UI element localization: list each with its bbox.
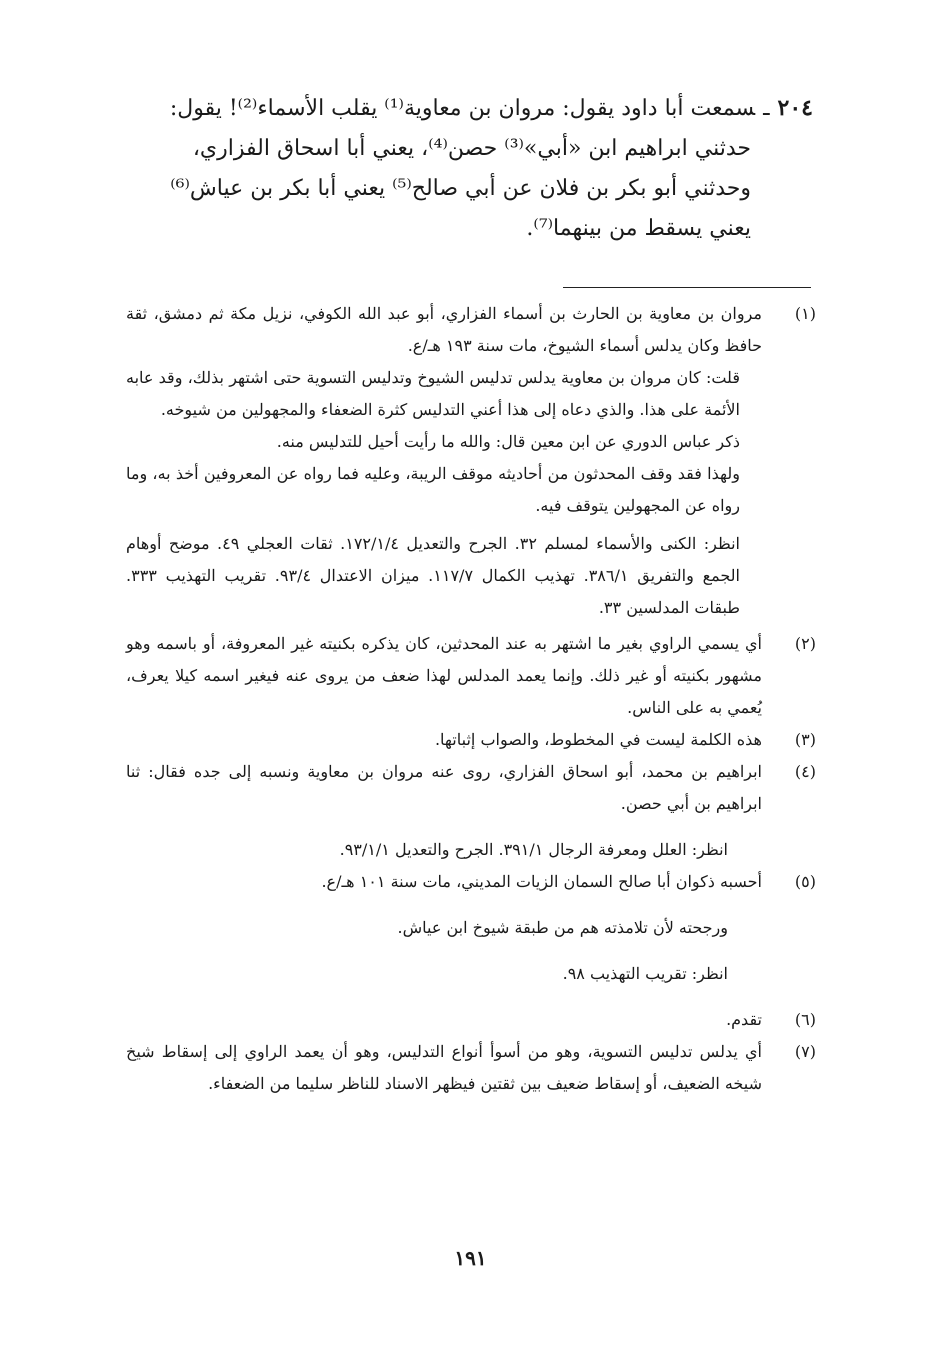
- main-line-4: يعني يسقط من بينهما⁽⁷⁾.: [526, 216, 751, 241]
- footnote-number: (٧): [794, 1042, 816, 1061]
- footnote-5: [126, 866, 816, 990]
- footnote-7: [126, 1036, 816, 1100]
- footnote-paragraph: انظر: العلل ومعرفة الرجال ٣٩١/١. الجرح والتعديل ٩٣/١/١.: [339, 840, 728, 859]
- footnote-paragraph: قلت: كان مروان بن معاوية يدلس تدليس الشيوخ وتدليس التسوية حتى اشتهر بذلك، وقد عابه الأئمة على هذا. والذي دعاه إلى هذا أعني التدليس كثرة الضعفاء والمجهولين من شيوخه.: [126, 368, 740, 419]
- footnote-body: [126, 1004, 762, 1036]
- footnote-body: [126, 866, 762, 990]
- footnote-body: [126, 298, 762, 624]
- footnote-2: [126, 628, 816, 724]
- footnote-paragraph: ورجحته لأن تلامذته هم من طبقة شيوخ ابن عياش.: [397, 918, 728, 937]
- footnote-6: [126, 1004, 816, 1036]
- footnote-paragraph: أي يدلس تدليس التسوية، وهو من أسوأ أنواع التدليس، وهو أن يعمد الراوي إلى إسقاط شيخ شيخه الضعيف، أو إسقاط ضعيف بين ثقتين فيظهر الاسناد للناظر سليما من الضعفاء.: [126, 1042, 762, 1093]
- footnote-paragraph: ابراهيم بن محمد، أبو اسحاق الفزاري، روى عنه مروان بن معاوية ونسبه إلى جده فقال: ثنا ابراهيم بن أبي حصن.: [126, 762, 762, 813]
- footnote-paragraph: مروان بن معاوية بن الحارث بن أسماء الفزاري، أبو عبد الله الكوفي، نزيل مكة ثم دمشق، ثقة حافظ وكان يدلس أسماء الشيوخ، مات سنة ١٩٣ هـ/ع.: [126, 304, 762, 355]
- narration-number: ٢٠٤: [777, 95, 813, 121]
- main-line-1: [128, 88, 813, 129]
- page-number: ١٩١: [454, 1246, 487, 1270]
- footnote-paragraph: ولهذا فقد وقف المحدثون من أحاديثه موقف الريبة، وعليه فما رواه عن المعروفين أخذ به، وما رواه عن المجهولين يتوقف فيه.: [126, 464, 740, 515]
- footnote-paragraph: أي يسمي الراوي بغير ما اشتهر به عند المحدثين، كان يذكره بكنيته غير المعروفة، أو باسمه وهو مشهور بكنيته أو غير ذلك. وإنما يعمد المدلس لهذا ضعف من يروى عنه فيغير اسمه كيلا يعرف، يُعمي به على الناس.: [126, 634, 762, 717]
- footnote-paragraph: أحسبه ذكوان أبا صالح السمان الزيات المديني، مات سنة ١٠١ هـ/ع.: [321, 872, 762, 891]
- main-line-3: وحدثني أبو بكر بن فلان عن أبي صالح⁽⁵⁾ يعني أبا بكر بن عياش⁽⁶⁾: [170, 176, 751, 201]
- footnote-number: (٣): [794, 730, 816, 749]
- footnote-paragraph: انظر: الكنى والأسماء لمسلم ٣٢. الجرح والتعديل ١٧٢/١/٤. ثقات العجلي ٤٩. موضح أوهام الجمع والتفريق ٣٨٦/١. تهذيب الكمال ١١٧/٧. ميزان الاعتدال ٩٣/٤. تقريب التهذيب ٣٣٣. طبقات المدلسين ٣٣.: [126, 534, 741, 617]
- footnote-3: [126, 724, 816, 756]
- footnote-body: [126, 1036, 762, 1100]
- footnote-number: (٤): [794, 762, 816, 781]
- footnote-body: [126, 756, 762, 866]
- footnote-4: [126, 756, 816, 866]
- footnote-body: [126, 628, 762, 724]
- main-text: [128, 88, 813, 249]
- footnote-1: [126, 298, 816, 624]
- footnote-number: (٦): [794, 1010, 816, 1029]
- footnote-paragraph: تقدم.: [726, 1010, 762, 1029]
- footnote-number: (٢): [794, 634, 816, 653]
- main-line-1-text: سمعت أبا داود يقول: مروان بن معاوية⁽¹⁾ يقلب الأسماء⁽²⁾! يقول:: [169, 96, 756, 121]
- footnote-number: (٥): [794, 872, 816, 891]
- main-line-2: حدثني ابراهيم ابن «أبي»⁽³⁾ حصن⁽⁴⁾، يعني أبا اسحاق الفزاري،: [192, 136, 751, 161]
- footnote-paragraph: هذه الكلمة ليست في المخطوط، والصواب إثباتها.: [434, 730, 762, 749]
- footnote-number: (١): [794, 304, 816, 323]
- footnote-divider: [563, 287, 811, 288]
- footnote-paragraph: ذكر عباس الدوري عن ابن معين قال: والله ما رأيت أحيل للتدليس منه.: [276, 432, 740, 451]
- footnotes: [126, 298, 816, 1100]
- footnote-paragraph: انظر: تقريب التهذيب ٩٨.: [562, 964, 728, 983]
- dash-separator: ـ: [763, 96, 770, 121]
- footnote-body: [126, 724, 762, 756]
